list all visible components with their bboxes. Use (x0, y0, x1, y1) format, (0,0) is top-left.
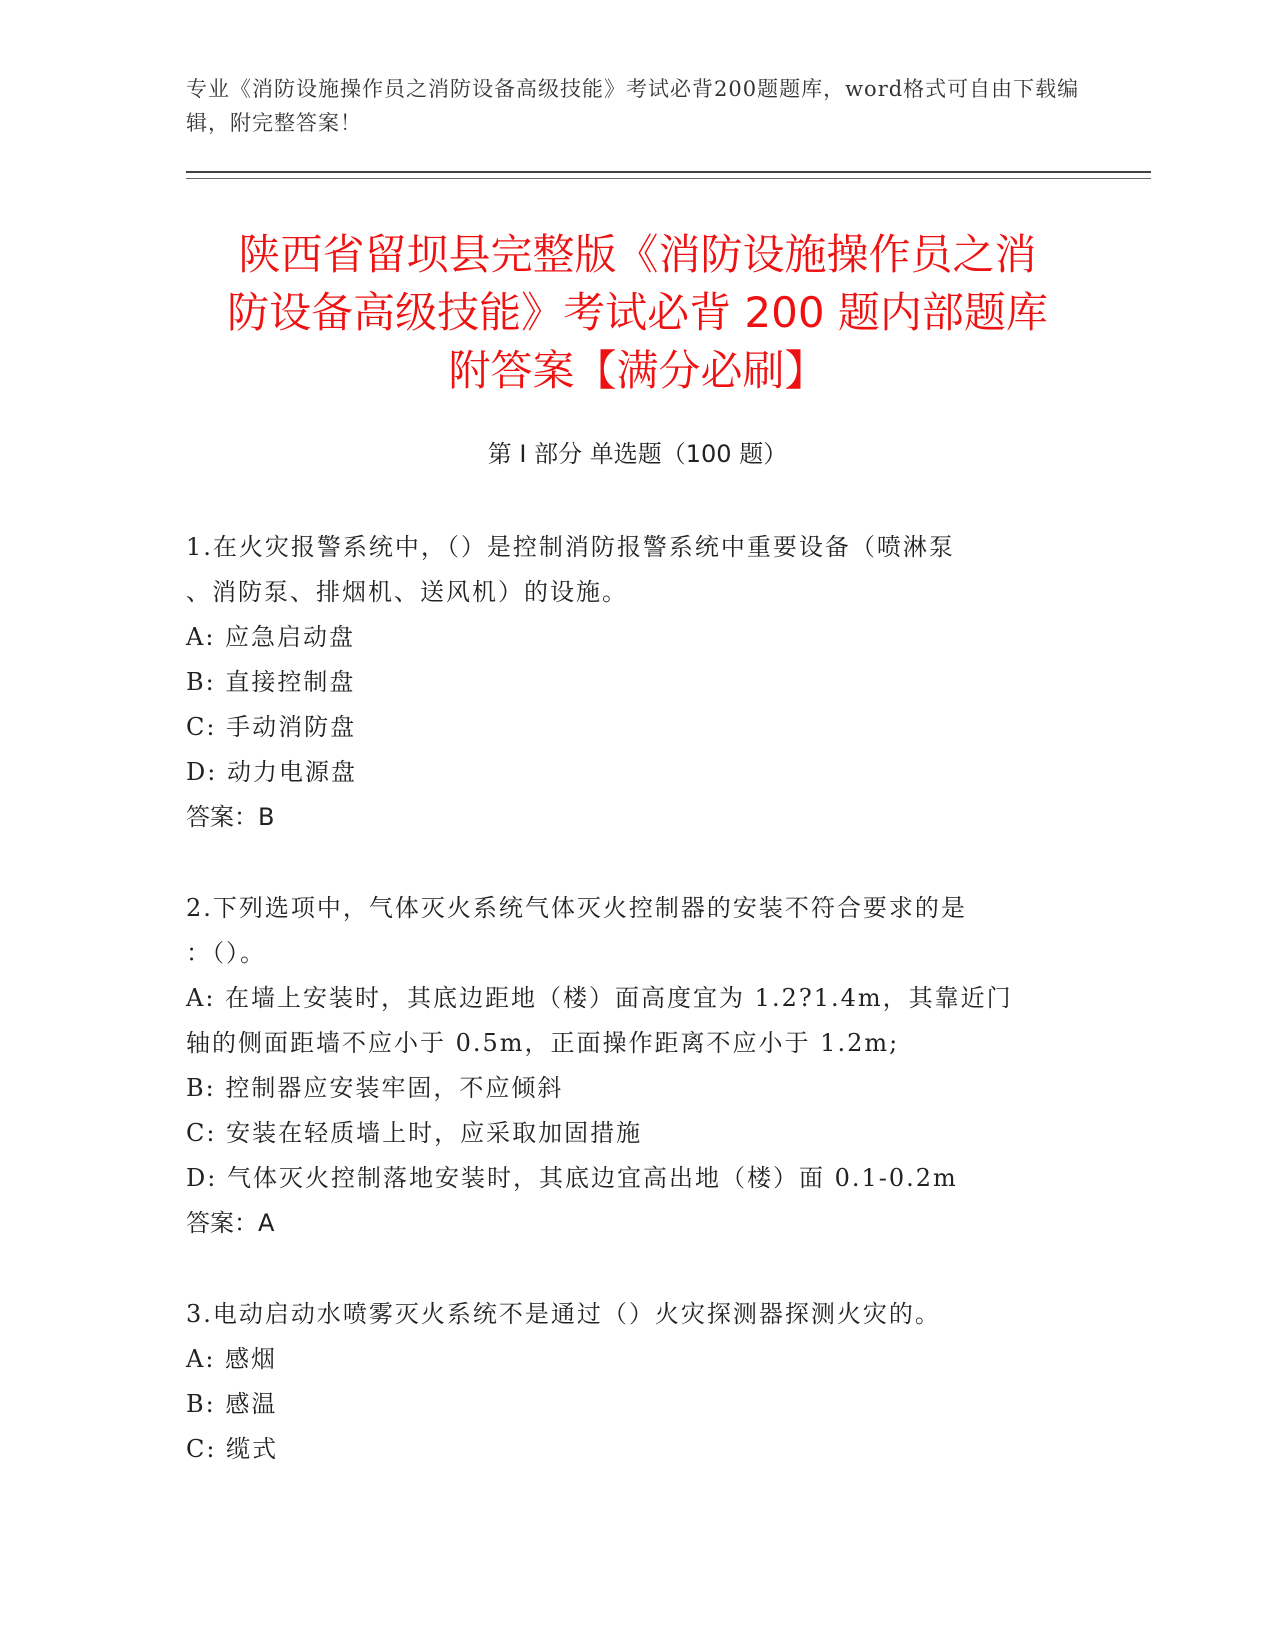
option-c: C: 缆式 (186, 1435, 279, 1463)
option-a-continued: 轴的侧面距墙不应小于 0.5m，正面操作距离不应小于 1.2m; (186, 1029, 900, 1057)
answer: 答案：B (186, 803, 275, 831)
option-a: A: 感烟 (186, 1345, 278, 1373)
option-b: B: 直接控制盘 (186, 668, 356, 696)
option-c: C: 安装在轻质墙上时，应采取加固措施 (186, 1119, 643, 1147)
title-line-3: 附答案【满分必刷】 (448, 346, 827, 395)
document-title (186, 226, 1089, 400)
option-b: B: 控制器应安装牢固，不应倾斜 (186, 1074, 564, 1102)
question-3 (186, 1292, 1086, 1472)
question-1 (186, 525, 1086, 840)
header-divider-thick (186, 171, 1151, 173)
question-stem-continued: 、消防泵、排烟机、送风机）的设施。 (186, 578, 628, 606)
option-a: A: 应急启动盘 (186, 623, 356, 651)
answer: 答案：A (186, 1209, 275, 1237)
option-b: B: 感温 (186, 1390, 278, 1418)
header-divider-thin (186, 178, 1151, 179)
question-stem-continued: ：（）。 (186, 939, 266, 967)
title-line-1: 陕西省留坝县完整版《消防设施操作员之消 (238, 230, 1037, 279)
option-d: D: 动力电源盘 (186, 758, 357, 786)
option-d: D: 气体灭火控制落地安装时，其底边宜高出地（楼）面 0.1-0.2m (186, 1164, 958, 1192)
question-2 (186, 886, 1086, 1246)
option-a: A: 在墙上安装时，其底边距地（楼）面高度宜为 1.2?1.4m，其靠近门 (186, 984, 1013, 1012)
question-stem: 3.电动启动水喷雾灭火系统不是通过（）火灾探测器探测火灾的。 (186, 1300, 941, 1328)
header-note: 专业《消防设施操作员之消防设备高级技能》考试必背200题题库，word格式可自由下载编辑，附完整答案！ (186, 77, 1080, 135)
option-c: C: 手动消防盘 (186, 713, 357, 741)
section-heading: 第 I 部分 单选题（100 题） (487, 440, 788, 468)
question-stem: 1.在火灾报警系统中，（）是控制消防报警系统中重要设备（喷淋泵 (186, 533, 955, 561)
title-line-2: 防设备高级技能》考试必背 200 题内部题库 (227, 288, 1048, 337)
question-stem: 2.下列选项中，气体灭火系统气体灭火控制器的安装不符合要求的是 (186, 894, 967, 922)
